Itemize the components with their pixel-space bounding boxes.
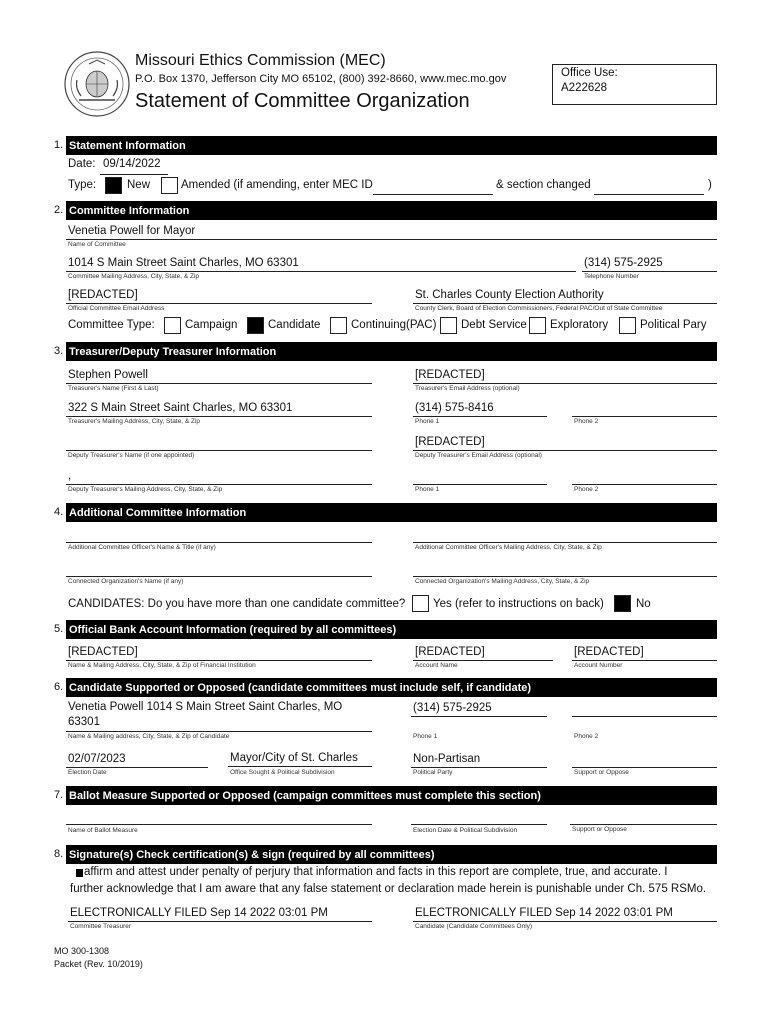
section-number: 3. (54, 345, 64, 357)
agency-name: Missouri Ethics Commission (MEC) (135, 52, 386, 69)
county-clerk-underline (413, 303, 717, 304)
no-checkbox[interactable] (614, 595, 631, 612)
deputy-address-field[interactable]: , (68, 470, 72, 482)
section-title: Signature(s) Check certification(s) & sign (required by all committees) (69, 849, 435, 861)
section-changed-label: & section changed (496, 179, 591, 191)
deputy-phone1-field[interactable] (413, 484, 547, 485)
date-label: Date: (68, 158, 96, 170)
deputy-email-caption: Deputy Treasurer's Email Address (optional) (415, 452, 542, 459)
section-title: Additional Committee Information (69, 507, 247, 519)
account-number-field[interactable]: [REDACTED] (574, 646, 644, 658)
treasurer-phone1-field[interactable]: (314) 575-8416 (415, 402, 494, 414)
candidate-label: Candidate (268, 319, 321, 331)
candidate-phone2-field[interactable] (572, 716, 717, 717)
treasurer-name-underline (66, 383, 372, 384)
political-party-underline (411, 767, 547, 768)
amended-checkbox[interactable] (161, 177, 178, 194)
committee-phone-caption: Telephone Number (584, 273, 639, 280)
treasurer-email-underline (413, 383, 717, 384)
form-title: Statement of Committee Organization (135, 90, 470, 112)
committee-email-underline (66, 303, 372, 304)
exploratory-label: Exploratory (550, 319, 609, 331)
account-number-caption: Account Number (574, 662, 623, 669)
election-date-underline (66, 767, 208, 768)
section-bar-committee-information (66, 201, 717, 220)
bank-name-caption: Name & Mailing Address, City, State, & Zip of Financial Institution (68, 662, 256, 669)
treasurer-email-caption: Treasurer's Email Address (optional) (415, 385, 520, 392)
campaign-label: Campaign (185, 319, 238, 331)
deputy-phone2-field[interactable] (572, 484, 717, 485)
new-label: New (127, 179, 151, 191)
connected-org-field[interactable] (66, 576, 372, 577)
section-title: Committee Information (69, 205, 190, 217)
candidate-address-line1[interactable]: Venetia Powell 1014 S Main Street Saint Charles, MO (68, 701, 343, 713)
yes-label: Yes (refer to instructions on back) (433, 598, 604, 610)
committee-name-underline (66, 239, 717, 240)
treasurer-signature-field[interactable]: ELECTRONICALLY FILED Sep 14 2022 03:01 PM (70, 907, 328, 919)
candidate-signature-caption: Candidate (Candidate Committees Only) (415, 923, 533, 930)
treasurer-phone2-caption: Phone 2 (574, 418, 599, 425)
section-title: Ballot Measure Supported or Opposed (campaign committees must complete this section) (69, 790, 541, 802)
section-number: 4. (54, 506, 64, 518)
deputy-address-caption: Deputy Treasurer's Mailing Address, City, State, & Zip (68, 486, 223, 493)
account-name-field[interactable]: [REDACTED] (415, 646, 485, 658)
multiple-committee-question: CANDIDATES: Do you have more than one candidate committee? (68, 598, 406, 610)
account-name-caption: Account Name (415, 662, 458, 669)
treasurer-phone2-field[interactable] (572, 416, 717, 417)
section-title: Candidate Supported or Opposed (candidate committees must include self, if candidate) (69, 682, 532, 694)
county-clerk-caption: County Clerk, Board of Election Commissioners, Federal PAC/Out of State Committee (415, 305, 663, 312)
treasurer-signature-caption: Committee Treasurer (70, 923, 132, 930)
treasurer-phone1-underline (413, 416, 547, 417)
exploratory-checkbox[interactable] (529, 317, 546, 334)
affirm-checkbox[interactable] (76, 869, 83, 877)
candidate-address-line2[interactable]: 63301 (68, 716, 100, 728)
date-value[interactable]: 09/14/2022 (103, 158, 161, 170)
amended-label: Amended (if amending, enter MEC ID (181, 179, 373, 191)
debt-service-label: Debt Service (461, 319, 527, 331)
treasurer-email-field[interactable]: [REDACTED] (415, 369, 485, 381)
officer-address-field[interactable] (413, 542, 717, 543)
section-bar-statement-information (66, 136, 717, 155)
political-party-caption: Political Party (413, 769, 453, 776)
section-title: Treasurer/Deputy Treasurer Information (69, 346, 277, 358)
deputy-phone2-caption: Phone 2 (574, 486, 599, 493)
section-bar-additional-information (66, 503, 717, 522)
section-bar-bank-account (66, 620, 717, 639)
bank-name-field[interactable]: [REDACTED] (68, 646, 138, 658)
county-clerk-field[interactable]: St. Charles County Election Authority (415, 289, 604, 301)
continuing-pac-label: Continuing(PAC) (351, 319, 437, 331)
deputy-address-underline (66, 484, 372, 485)
section-changed-field[interactable] (594, 194, 704, 195)
candidate-address-caption: Name & Mailing address, City, State, & Zip of Candidate (68, 733, 230, 740)
committee-phone-underline (582, 271, 717, 272)
committee-name-caption: Name of Committee (68, 241, 126, 248)
section-title: Official Bank Account Information (required by all committees) (69, 624, 397, 636)
treasurer-address-caption: Treasurer's Mailing Address, City, State, & Zip (68, 418, 201, 425)
deputy-phone1-caption: Phone 1 (415, 486, 440, 493)
affirm-text-line2: further acknowledge that I am aware that any false statement or declaration made herein is punishable under Ch. 575 RSMo. (70, 883, 707, 895)
political-party-checkbox[interactable] (619, 317, 636, 334)
candidate-signature-underline (413, 921, 717, 922)
treasurer-signature-underline (68, 921, 372, 922)
close-paren: ) (708, 179, 712, 191)
section-number: 5. (54, 623, 64, 635)
ballot-support-caption: Support or Oppose (572, 826, 627, 833)
candidate-address-underline (66, 731, 372, 732)
officer-address-caption: Additional Committee Officer's Mailing Address, City, State, & Zip (415, 544, 602, 551)
section-bar-treasurer-information (66, 342, 717, 361)
ballot-measure-field[interactable] (66, 824, 372, 825)
treasurer-address-field[interactable]: 322 S Main Street Saint Charles, MO 63301 (68, 402, 293, 414)
section-bar-candidate-supported (66, 678, 717, 697)
ballot-support-field[interactable] (570, 824, 717, 825)
deputy-name-caption: Deputy Treasurer's Name (if one appointed) (68, 452, 195, 459)
state-seal (63, 50, 131, 118)
section-number: 7. (54, 789, 64, 801)
bank-name-underline (66, 660, 372, 661)
office-use-box (552, 64, 717, 105)
committee-phone-field[interactable]: (314) 575-2925 (584, 257, 663, 269)
affirm-text-line1: affirm and attest under penalty of perjury that information and facts in this report are complete, true, and accurate. I (84, 866, 668, 878)
political-party-field[interactable]: Non-Partisan (413, 753, 481, 765)
no-label: No (636, 598, 651, 610)
section-bar-signature (66, 845, 717, 864)
candidate-phone2-caption: Phone 2 (574, 733, 599, 740)
connected-org-caption: Connected Organization's Name (if any) (68, 578, 184, 585)
section-title: Statement Information (69, 140, 186, 152)
treasurer-phone1-caption: Phone 1 (415, 418, 440, 425)
deputy-name-field[interactable] (66, 450, 372, 451)
connected-org-address-field[interactable] (413, 576, 717, 577)
candidate-phone1-field[interactable]: (314) 575-2925 (413, 702, 492, 714)
date-underline (100, 174, 168, 175)
ballot-election-caption: Election Date & Political Subdivision (413, 827, 518, 834)
committee-email-field[interactable]: [REDACTED] (68, 289, 138, 301)
committee-name-field[interactable]: Venetia Powell for Mayor (68, 225, 196, 237)
election-date-field[interactable]: 02/07/2023 (68, 753, 126, 765)
support-oppose-field[interactable] (572, 767, 717, 768)
election-date-caption: Election Date (68, 769, 107, 776)
candidate-signature-field[interactable]: ELECTRONICALLY FILED Sep 14 2022 03:01 PM (415, 907, 673, 919)
section-number: 1. (54, 139, 64, 151)
candidate-phone1-underline (411, 716, 547, 717)
candidate-checkbox[interactable] (247, 317, 264, 334)
office-use-value: A222628 (561, 82, 608, 94)
office-sought-underline (228, 766, 372, 767)
treasurer-address-underline (66, 416, 372, 417)
form-number: MO 300-1308 (54, 946, 110, 956)
section-number: 2. (54, 204, 64, 216)
officer-name-field[interactable] (66, 542, 372, 543)
treasurer-name-caption: Treasurer's Name (First & Last) (68, 385, 159, 392)
packet-revision: Packet (Rev. 10/2019) (54, 959, 143, 969)
section-number: 6. (54, 681, 64, 693)
committee-address-field[interactable]: 1014 S Main Street Saint Charles, MO 63301 (68, 257, 299, 269)
section-bar-ballot-measure (66, 786, 717, 805)
deputy-email-field[interactable]: [REDACTED] (415, 436, 485, 448)
ballot-measure-caption: Name of Ballot Measure (68, 827, 138, 834)
campaign-checkbox[interactable] (164, 317, 181, 334)
candidate-phone1-caption: Phone 1 (413, 733, 438, 740)
committee-email-caption: Official Committee Email Address (68, 305, 165, 312)
continuing-pac-checkbox[interactable] (330, 317, 347, 334)
type-label: Type: (68, 179, 97, 191)
agency-address: P.O. Box 1370, Jefferson City MO 65102, (800) 392-8660, www.mec.mo.gov (135, 73, 507, 85)
deputy-email-underline (413, 450, 717, 451)
political-party-label: Political Pary (640, 319, 707, 331)
account-name-underline (413, 660, 553, 661)
mec-id-field[interactable] (373, 194, 493, 195)
office-use-label: Office Use: (561, 67, 618, 79)
ballot-election-field[interactable] (411, 824, 547, 825)
committee-address-underline (66, 271, 576, 272)
connected-org-address-caption: Connected Organization's Mailing Address, City, State, & Zip (415, 578, 590, 585)
officer-name-caption: Additional Committee Officer's Name & Title (if any) (68, 544, 216, 551)
debt-service-checkbox[interactable] (440, 317, 457, 334)
account-number-underline (572, 660, 717, 661)
treasurer-name-field[interactable]: Stephen Powell (68, 369, 148, 381)
office-sought-caption: Office Sought & Political Subdivision (230, 769, 335, 776)
committee-address-caption: Committee Mailing Address, City, State, & Zip (68, 273, 200, 280)
section-number: 8. (54, 848, 64, 860)
committee-type-label: Committee Type: (68, 319, 155, 331)
new-checkbox[interactable] (105, 177, 122, 194)
office-sought-field[interactable]: Mayor/City of St. Charles (230, 752, 358, 764)
yes-checkbox[interactable] (412, 595, 429, 612)
support-oppose-caption: Support or Oppose (574, 769, 629, 776)
